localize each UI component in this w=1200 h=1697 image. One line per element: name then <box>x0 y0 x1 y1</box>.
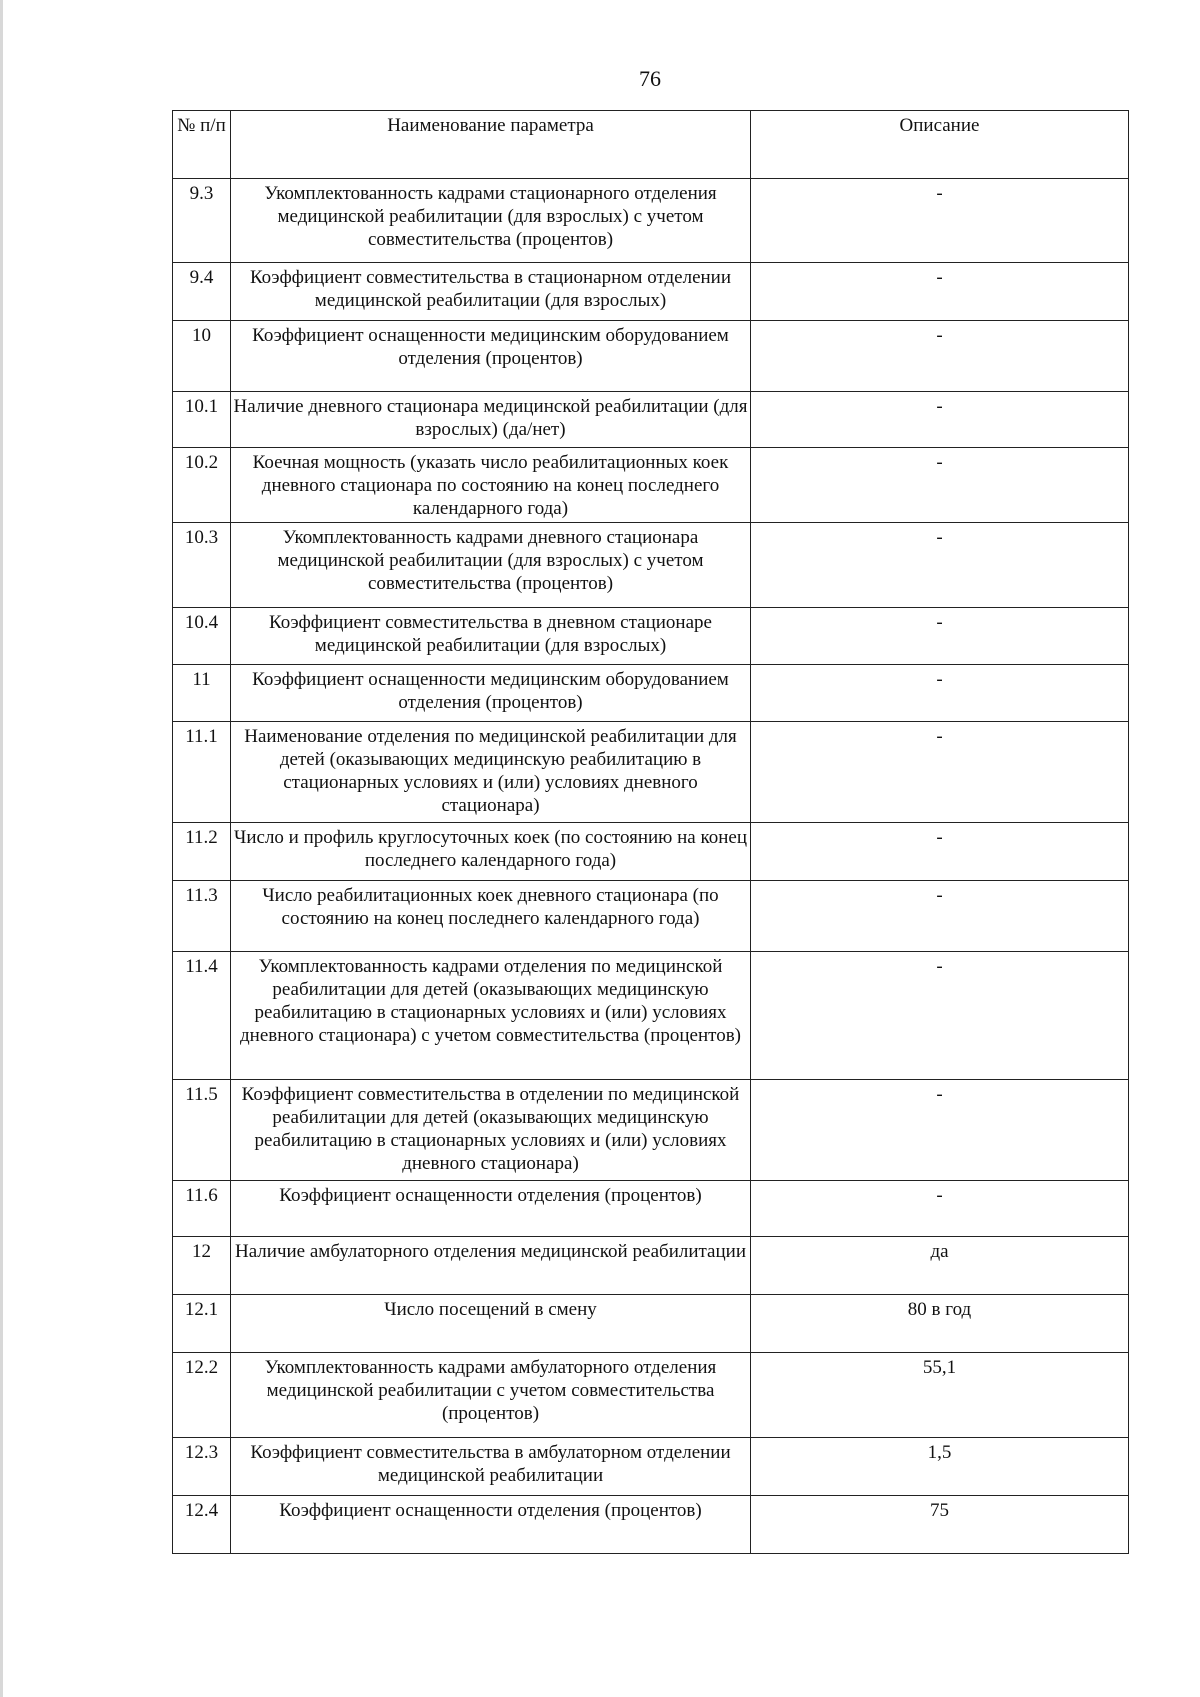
row-desc: да <box>751 1237 1129 1295</box>
row-num: 10.4 <box>173 608 231 665</box>
row-desc: - <box>751 179 1129 263</box>
table-row <box>173 1181 1129 1237</box>
row-desc: 75 <box>751 1496 1129 1554</box>
table-body <box>173 179 1129 1554</box>
row-name: Наличие амбулаторного отделения медицинской реабилитации <box>231 1237 751 1295</box>
row-num: 11.4 <box>173 952 231 1080</box>
table-row <box>173 448 1129 523</box>
table-row <box>173 722 1129 823</box>
row-num: 12.1 <box>173 1295 231 1353</box>
table-row <box>173 1438 1129 1496</box>
table-row <box>173 1353 1129 1438</box>
table-row <box>173 1237 1129 1295</box>
table-row <box>173 881 1129 952</box>
row-name: Коэффициент совместительства в амбулаторном отделении медицинской реабилитации <box>231 1438 751 1496</box>
row-num: 10.2 <box>173 448 231 523</box>
row-num: 11.2 <box>173 823 231 881</box>
row-num: 11 <box>173 665 231 722</box>
row-name: Наличие дневного стационара медицинской реабилитации (для взрослых) (да/нет) <box>231 392 751 448</box>
table-row <box>173 823 1129 881</box>
row-num: 12.3 <box>173 1438 231 1496</box>
row-num: 11.1 <box>173 722 231 823</box>
row-desc: - <box>751 1080 1129 1181</box>
row-name: Число и профиль круглосуточных коек (по состоянию на конец последнего календарного года) <box>231 823 751 881</box>
row-desc: - <box>751 523 1129 608</box>
row-desc: - <box>751 608 1129 665</box>
table-row <box>173 179 1129 263</box>
table-row <box>173 1080 1129 1181</box>
row-num: 9.3 <box>173 179 231 263</box>
row-num: 11.5 <box>173 1080 231 1181</box>
row-desc: - <box>751 952 1129 1080</box>
row-num: 9.4 <box>173 263 231 321</box>
table-row <box>173 665 1129 722</box>
row-num: 11.6 <box>173 1181 231 1237</box>
table-row <box>173 952 1129 1080</box>
table-row <box>173 321 1129 392</box>
row-desc: - <box>751 722 1129 823</box>
row-name: Коэффициент оснащенности отделения (процентов) <box>231 1496 751 1554</box>
row-num: 12.2 <box>173 1353 231 1438</box>
row-desc: - <box>751 392 1129 448</box>
row-desc: - <box>751 881 1129 952</box>
row-name: Коэффициент оснащенности медицинским оборудованием отделения (процентов) <box>231 321 751 392</box>
row-name: Коэффициент совместительства в дневном стационаре медицинской реабилитации (для взрослых) <box>231 608 751 665</box>
row-name: Число посещений в смену <box>231 1295 751 1353</box>
row-num: 12 <box>173 1237 231 1295</box>
row-desc: - <box>751 263 1129 321</box>
table-row <box>173 263 1129 321</box>
table-row <box>173 523 1129 608</box>
row-name: Наименование отделения по медицинской реабилитации для детей (оказывающих медицинскую реабилитацию в стационарных условиях и (или) условиях дневного стационара) <box>231 722 751 823</box>
table-row <box>173 1295 1129 1353</box>
table-row <box>173 1496 1129 1554</box>
row-desc: 80 в год <box>751 1295 1129 1353</box>
page-number: 76 <box>639 66 661 91</box>
parameters-table <box>172 110 1129 1554</box>
row-name: Коэффициент оснащенности отделения (процентов) <box>231 1181 751 1237</box>
row-num: 12.4 <box>173 1496 231 1554</box>
row-name: Число реабилитационных коек дневного стационара (по состоянию на конец последнего календарного года) <box>231 881 751 952</box>
row-desc: - <box>751 321 1129 392</box>
row-num: 10.1 <box>173 392 231 448</box>
row-num: 11.3 <box>173 881 231 952</box>
row-desc: 55,1 <box>751 1353 1129 1438</box>
row-name: Укомплектованность кадрами стационарного отделения медицинской реабилитации (для взрослых) с учетом совместительства (процентов) <box>231 179 751 263</box>
header-num: № п/п <box>173 111 231 179</box>
row-name: Коечная мощность (указать число реабилитационных коек дневного стационара по состоянию на конец последнего календарного года) <box>231 448 751 523</box>
row-name: Коэффициент оснащенности медицинским оборудованием отделения (процентов) <box>231 665 751 722</box>
row-desc: - <box>751 1181 1129 1237</box>
table-header-row <box>173 111 1129 179</box>
scan-edge <box>0 0 3 1697</box>
header-desc: Описание <box>751 111 1129 179</box>
table-row <box>173 608 1129 665</box>
row-desc: - <box>751 665 1129 722</box>
row-name: Коэффициент совместительства в отделении по медицинской реабилитации для детей (оказывающих медицинскую реабилитацию в стационарных условиях и (или) условиях дневного стационара) <box>231 1080 751 1181</box>
row-num: 10 <box>173 321 231 392</box>
table-row <box>173 392 1129 448</box>
row-name: Укомплектованность кадрами дневного стационара медицинской реабилитации (для взрослых) с учетом совместительства (процентов) <box>231 523 751 608</box>
row-desc: - <box>751 823 1129 881</box>
row-desc: 1,5 <box>751 1438 1129 1496</box>
row-desc: - <box>751 448 1129 523</box>
row-name: Укомплектованность кадрами отделения по медицинской реабилитации для детей (оказывающих медицинскую реабилитацию в стационарных условиях и (или) условиях дневного стационара) с учетом совместительства (процентов) <box>231 952 751 1080</box>
header-name: Наименование параметра <box>231 111 751 179</box>
row-name: Коэффициент совместительства в стационарном отделении медицинской реабилитации (для взрослых) <box>231 263 751 321</box>
row-name: Укомплектованность кадрами амбулаторного отделения медицинской реабилитации с учетом совместительства (процентов) <box>231 1353 751 1438</box>
row-num: 10.3 <box>173 523 231 608</box>
